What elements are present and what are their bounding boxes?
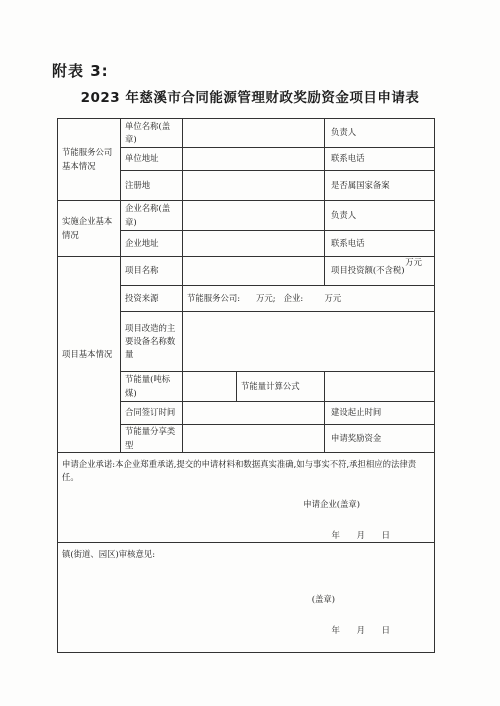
- formula-value[interactable]: [325, 372, 435, 402]
- commitment-block[interactable]: [58, 453, 435, 543]
- energy-saving-value[interactable]: [183, 372, 237, 402]
- funding-detail[interactable]: 节能服务公司: 万元; 企业: 万元: [183, 286, 435, 312]
- energy-saving-label: 节能量(吨标煤): [121, 372, 183, 402]
- enterprise-address-label: 企业地址: [121, 231, 183, 257]
- funding-source-label: 投资来源: [121, 286, 183, 312]
- unit-name-value[interactable]: [183, 119, 325, 148]
- contract-date-label: 合同签订时间: [121, 402, 183, 425]
- enterprise-phone-label: 联系电话: [325, 231, 435, 257]
- service-phone-label: 联系电话: [325, 148, 435, 171]
- enterprise-name-value[interactable]: [183, 201, 325, 231]
- investment-label: 项目投资额(不含税): [331, 265, 405, 276]
- commitment-date: 年 月 日: [331, 530, 390, 541]
- project-section-label: 项目基本情况: [58, 257, 121, 453]
- review-block[interactable]: [58, 543, 435, 653]
- formula-label: 节能量计算公式: [237, 372, 325, 402]
- enterprise-name-label: 企业名称(盖章): [121, 201, 183, 231]
- unit-name-label: 单位名称(盖章): [121, 119, 183, 148]
- review-stamp: (盖章): [311, 594, 335, 605]
- unit-address-value[interactable]: [183, 148, 325, 171]
- construction-period-label: 建设起止时间: [325, 402, 435, 425]
- review-text: 镇(街道、园区)审核意见:: [62, 549, 156, 560]
- investment-cell: [325, 257, 435, 286]
- equipment-label: 项目改造的主要设备名称数量: [121, 312, 183, 372]
- sharing-type-label: 节能量分享类型: [121, 425, 183, 453]
- project-name-value[interactable]: [183, 257, 325, 286]
- registration-label: 注册地: [121, 171, 183, 201]
- annex-label: 附表 3:: [52, 62, 109, 80]
- enterprise-address-value[interactable]: [183, 231, 325, 257]
- investment-unit: 万元: [405, 257, 422, 268]
- service-company-section-label: 节能服务公司基本情况: [58, 119, 121, 201]
- equipment-value[interactable]: [183, 312, 435, 372]
- enterprise-section-label: 实施企业基本情况: [58, 201, 121, 257]
- application-table: [57, 118, 435, 653]
- form-title: 2023 年慈溪市合同能源管理财政奖励资金项目申请表: [80, 90, 420, 106]
- unit-address-label: 单位地址: [121, 148, 183, 171]
- service-contact-person-label: 负责人: [325, 119, 435, 148]
- national-filing-label: 是否属国家备案: [325, 171, 435, 201]
- contract-date-value[interactable]: [183, 402, 325, 425]
- commitment-text: 申请企业承诺:本企业郑重承诺,提交的申请材料和数据真实准确,如与事实不符,承担相应的法律责任。: [62, 459, 417, 483]
- project-name-label: 项目名称: [121, 257, 183, 286]
- review-date: 年 月 日: [331, 625, 390, 636]
- enterprise-contact-person-label: 负责人: [325, 201, 435, 231]
- commitment-signature: 申请企业(盖章): [303, 499, 360, 510]
- sharing-type-value[interactable]: [183, 425, 325, 453]
- reward-amount-label: 申请奖励资金: [325, 425, 435, 453]
- registration-value[interactable]: [183, 171, 325, 201]
